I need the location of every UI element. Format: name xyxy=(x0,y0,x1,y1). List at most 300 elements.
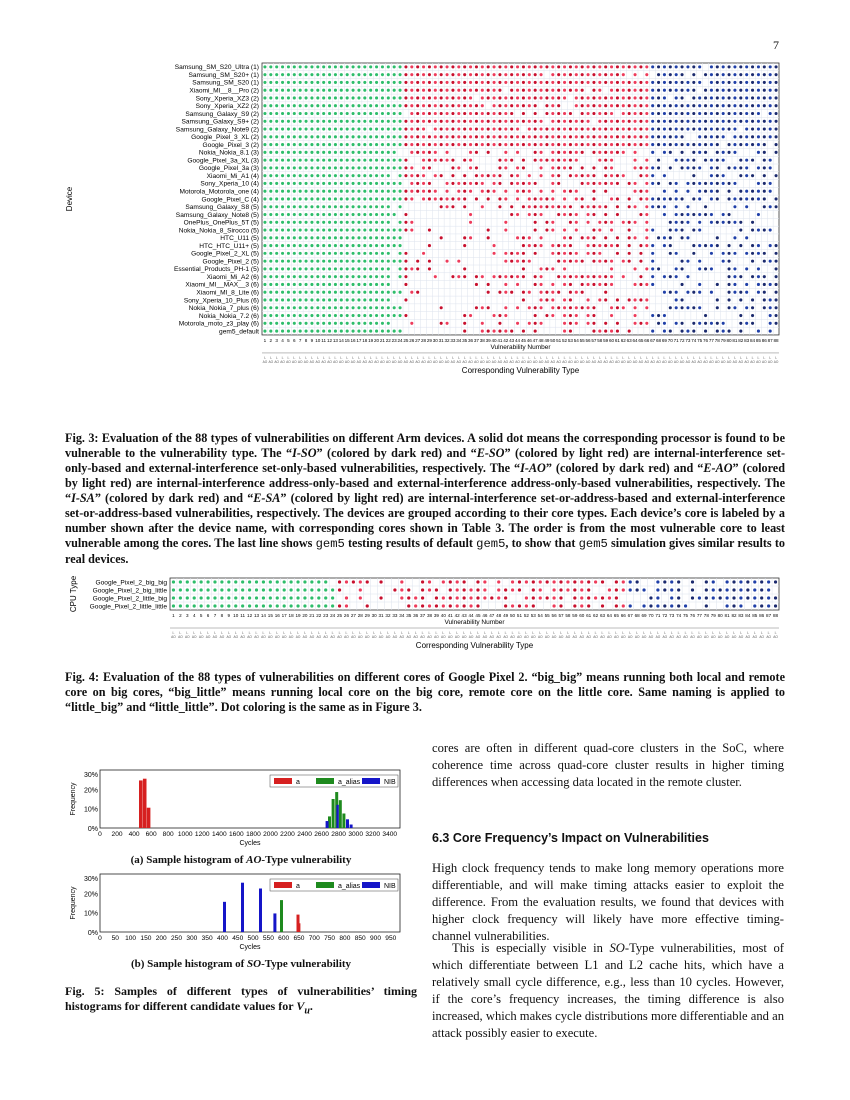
vulnerability-dot xyxy=(275,267,278,270)
type-tick: I- xyxy=(712,631,715,635)
vulnerability-dot xyxy=(293,252,296,255)
figure-3-caption xyxy=(65,431,785,567)
vulnerability-dot xyxy=(710,89,713,92)
vulnerability-dot xyxy=(446,104,449,107)
type-tick: AO xyxy=(191,635,197,639)
vulnerability-dot xyxy=(369,244,372,247)
vulnerability-dot xyxy=(281,120,284,123)
vulnerability-number-tick: 44 xyxy=(468,613,474,618)
vulnerability-dot xyxy=(434,120,437,123)
vulnerability-dot xyxy=(745,283,748,286)
vulnerability-dot xyxy=(440,96,443,99)
type-tick: I- xyxy=(532,631,535,635)
vulnerability-dot xyxy=(346,322,349,325)
x-tick: 2800 xyxy=(331,831,346,838)
vulnerability-dot xyxy=(305,306,308,309)
vulnerability-dot xyxy=(557,306,560,309)
vulnerability-dot xyxy=(566,588,569,591)
hist-bar xyxy=(273,913,276,932)
vulnerability-dot xyxy=(681,89,684,92)
vulnerability-dot xyxy=(751,81,754,84)
vulnerability-dot xyxy=(359,588,362,591)
vulnerability-dot xyxy=(399,306,402,309)
vulnerability-dot xyxy=(328,229,331,232)
type-tick: I- xyxy=(241,631,244,635)
type-tick: I- xyxy=(751,355,754,360)
vulnerability-dot xyxy=(675,298,678,301)
vulnerability-dot xyxy=(639,127,642,130)
vulnerability-dot xyxy=(269,604,272,607)
vulnerability-dot xyxy=(540,120,543,123)
vulnerability-dot xyxy=(346,151,349,154)
vulnerability-dot xyxy=(363,135,366,138)
vulnerability-dot xyxy=(357,73,360,76)
vulnerability-dot xyxy=(669,330,672,333)
vulnerability-number-tick: 76 xyxy=(689,613,696,618)
vulnerability-dot xyxy=(716,96,719,99)
vulnerability-dot xyxy=(299,252,302,255)
vulnerability-dot xyxy=(716,166,719,169)
vulnerability-dot xyxy=(305,159,308,162)
vulnerability-dot xyxy=(716,306,719,309)
type-tick: AO xyxy=(656,359,661,364)
vulnerability-dot xyxy=(622,588,625,591)
vulnerability-dot xyxy=(634,298,637,301)
vulnerability-dot xyxy=(352,65,355,68)
vulnerability-dot xyxy=(340,291,343,294)
vulnerability-dot xyxy=(563,229,566,232)
type-tick: I- xyxy=(352,631,355,635)
vulnerability-dot xyxy=(263,283,266,286)
vulnerability-dot xyxy=(316,221,319,224)
vulnerability-dot xyxy=(569,252,572,255)
vulnerability-dot xyxy=(275,283,278,286)
vulnerability-dot xyxy=(651,166,654,169)
vulnerability-dot xyxy=(310,298,313,301)
vulnerability-dot xyxy=(716,236,719,239)
vulnerability-dot xyxy=(504,596,507,599)
vulnerability-dot xyxy=(422,143,425,146)
vulnerability-dot xyxy=(769,159,772,162)
vulnerability-dot xyxy=(775,314,778,317)
vulnerability-dot xyxy=(299,127,302,130)
vulnerability-dot xyxy=(334,322,337,325)
vulnerability-dot xyxy=(186,604,189,607)
vulnerability-dot xyxy=(200,580,203,583)
vulnerability-dot xyxy=(299,283,302,286)
vulnerability-dot xyxy=(193,588,196,591)
vulnerability-dot xyxy=(299,104,302,107)
vulnerability-dot xyxy=(575,120,578,123)
figure-5a-caption xyxy=(65,854,417,866)
vulnerability-dot xyxy=(669,166,672,169)
type-tick: AO xyxy=(374,359,379,364)
vulnerability-dot xyxy=(716,221,719,224)
vulnerability-dot xyxy=(769,65,772,68)
vulnerability-dot xyxy=(587,314,590,317)
vulnerability-dot xyxy=(733,166,736,169)
vulnerability-dot xyxy=(516,260,519,263)
vulnerability-dot xyxy=(528,260,531,263)
vulnerability-dot xyxy=(733,221,736,224)
vulnerability-dot xyxy=(634,166,637,169)
vulnerability-dot xyxy=(469,104,472,107)
vulnerability-dot xyxy=(416,73,419,76)
vulnerability-dot xyxy=(722,322,725,325)
vulnerability-dot xyxy=(704,104,707,107)
vulnerability-dot xyxy=(357,330,360,333)
vulnerability-dot xyxy=(539,580,542,583)
vulnerability-dot xyxy=(775,81,778,84)
vulnerability-dot xyxy=(299,221,302,224)
vulnerability-dot xyxy=(375,104,378,107)
vulnerability-dot xyxy=(193,604,196,607)
vulnerability-dot xyxy=(463,89,466,92)
vulnerability-dot xyxy=(316,96,319,99)
vulnerability-dot xyxy=(757,112,760,115)
vulnerability-dot xyxy=(393,213,396,216)
vulnerability-dot xyxy=(399,182,402,185)
vulnerability-dot xyxy=(616,151,619,154)
vulnerability-dot xyxy=(563,306,566,309)
vulnerability-dot xyxy=(416,89,419,92)
vulnerability-dot xyxy=(656,604,659,607)
vulnerability-dot xyxy=(275,127,278,130)
type-tick: I- xyxy=(675,355,678,360)
vulnerability-dot xyxy=(645,166,648,169)
vulnerability-dot xyxy=(434,89,437,92)
vulnerability-dot xyxy=(522,96,525,99)
vulnerability-dot xyxy=(404,213,407,216)
vulnerability-dot xyxy=(522,252,525,255)
vulnerability-dot xyxy=(763,73,766,76)
type-tick: AO xyxy=(744,359,749,364)
type-tick: AO xyxy=(497,359,503,364)
vulnerability-dot xyxy=(404,252,407,255)
vulnerability-dot xyxy=(775,298,778,301)
vulnerability-dot xyxy=(375,135,378,138)
vulnerability-dot xyxy=(457,197,460,200)
vulnerability-dot xyxy=(338,580,341,583)
vulnerability-dot xyxy=(281,197,284,200)
type-tick: AO xyxy=(644,359,650,364)
vulnerability-dot xyxy=(760,580,763,583)
vulnerability-dot xyxy=(732,596,735,599)
vulnerability-number-tick: 24 xyxy=(397,337,403,343)
vulnerability-dot xyxy=(334,151,337,154)
type-tick: AO xyxy=(650,359,655,364)
vulnerability-dot xyxy=(763,229,766,232)
x-tick: 600 xyxy=(145,831,157,838)
vulnerability-dot xyxy=(234,604,237,607)
vulnerability-dot xyxy=(381,291,384,294)
type-tick: AO xyxy=(641,635,647,639)
vulnerability-dot xyxy=(645,236,648,239)
row-label: Google_Pixel_2_little_little xyxy=(89,603,167,611)
vulnerability-number-tick: 61 xyxy=(586,613,592,618)
vulnerability-dot xyxy=(310,252,313,255)
vulnerability-dot xyxy=(369,166,372,169)
vulnerability-number-tick: 86 xyxy=(759,613,765,618)
vulnerability-dot xyxy=(269,65,272,68)
vulnerability-dot xyxy=(363,112,366,115)
type-tick: I- xyxy=(172,631,175,635)
vulnerability-dot xyxy=(428,159,431,162)
type-tick: I- xyxy=(449,631,452,635)
vulnerability-dot xyxy=(475,182,478,185)
vulnerability-dot xyxy=(400,596,403,599)
type-tick: I- xyxy=(573,631,576,635)
vulnerability-dot xyxy=(739,143,742,146)
vulnerability-dot xyxy=(522,205,525,208)
vulnerability-dot xyxy=(322,291,325,294)
vulnerability-dot xyxy=(651,314,654,317)
vulnerability-dot xyxy=(281,127,284,130)
vulnerability-dot xyxy=(328,159,331,162)
vulnerability-dot xyxy=(375,127,378,130)
x-tick: 300 xyxy=(186,935,198,942)
vulnerability-dot xyxy=(551,159,554,162)
type-tick: AO xyxy=(756,359,761,364)
vulnerability-dot xyxy=(522,291,525,294)
vulnerability-dot xyxy=(551,151,554,154)
vulnerability-dot xyxy=(692,112,695,115)
type-tick: AO xyxy=(302,635,308,639)
vulnerability-dot xyxy=(369,143,372,146)
vulnerability-dot xyxy=(598,73,601,76)
type-tick: I- xyxy=(497,631,500,635)
vulnerability-dot xyxy=(739,190,742,193)
vulnerability-dot xyxy=(263,65,266,68)
vulnerability-dot xyxy=(293,104,296,107)
vulnerability-dot xyxy=(487,151,490,154)
vulnerability-dot xyxy=(575,135,578,138)
vulnerability-dot xyxy=(739,159,742,162)
vulnerability-dot xyxy=(248,596,251,599)
vulnerability-dot xyxy=(769,298,772,301)
vulnerability-dot xyxy=(457,81,460,84)
vulnerability-dot xyxy=(534,197,537,200)
vulnerability-dot xyxy=(481,275,484,278)
type-tick: AO xyxy=(697,359,702,364)
vulnerability-dot xyxy=(387,244,390,247)
vulnerability-dot xyxy=(363,96,366,99)
fig5a-caption-term: AO xyxy=(246,854,262,866)
vulnerability-dot xyxy=(522,244,525,247)
vulnerability-dot xyxy=(404,174,407,177)
vulnerability-number-tick: 49 xyxy=(503,613,509,618)
vulnerability-dot xyxy=(518,604,521,607)
vulnerability-dot xyxy=(604,330,607,333)
vulnerability-dot xyxy=(559,604,562,607)
vulnerability-dot xyxy=(516,306,519,309)
vulnerability-dot xyxy=(393,65,396,68)
type-tick: AO xyxy=(773,635,778,639)
vulnerability-dot xyxy=(269,166,272,169)
vulnerability-number-tick: 7 xyxy=(298,337,302,343)
vulnerability-dot xyxy=(698,267,701,270)
vulnerability-dot xyxy=(262,580,265,583)
vulnerability-dot xyxy=(592,229,595,232)
vulnerability-dot xyxy=(381,166,384,169)
type-tick: I- xyxy=(317,631,320,635)
vulnerability-dot xyxy=(551,298,554,301)
vulnerability-dot xyxy=(604,260,607,263)
vulnerability-dot xyxy=(316,229,319,232)
vulnerability-dot xyxy=(310,221,313,224)
x-tick: 200 xyxy=(155,935,167,942)
vulnerability-dot xyxy=(704,314,707,317)
vulnerability-dot xyxy=(504,190,507,193)
vulnerability-dot xyxy=(352,120,355,123)
x-tick: 2000 xyxy=(263,831,278,838)
vulnerability-dot xyxy=(345,580,348,583)
vulnerability-dot xyxy=(172,596,175,599)
vulnerability-dot xyxy=(463,73,466,76)
vulnerability-dot xyxy=(299,275,302,278)
vulnerability-dot xyxy=(416,104,419,107)
vulnerability-dot xyxy=(587,213,590,216)
vulnerability-dot xyxy=(475,112,478,115)
figure-4-caption: Fig. 4: Evaluation of the 88 types of vulnerabilities on different cores of Google Pixel 2. “big_big” means running both local and remote core on big cores, “big_little” means running local core on the big core, remote core on the little core. Same naming is applied to “little_big” and “little_little”. Dot coloring is the same as in Figure 3. xyxy=(65,670,785,714)
type-tick: AO xyxy=(556,359,561,364)
vulnerability-dot xyxy=(469,120,472,123)
row-label: Google_Pixel_2 (5) xyxy=(202,258,259,266)
vulnerability-dot xyxy=(563,135,566,138)
vulnerability-dot xyxy=(681,166,684,169)
vulnerability-dot xyxy=(686,166,689,169)
vulnerability-dot xyxy=(698,213,701,216)
vulnerability-dot xyxy=(352,190,355,193)
vulnerability-dot xyxy=(352,135,355,138)
vulnerability-dot xyxy=(639,135,642,138)
vulnerability-dot xyxy=(381,104,384,107)
vulnerability-dot xyxy=(299,197,302,200)
vulnerability-dot xyxy=(352,298,355,301)
vulnerability-dot xyxy=(322,159,325,162)
vulnerability-dot xyxy=(719,588,722,591)
vulnerability-dot xyxy=(540,205,543,208)
vulnerability-dot xyxy=(487,73,490,76)
vulnerability-dot xyxy=(610,127,613,130)
fig3-caption-text: Fig. 3: Evaluation of the 88 types of vulnerabilities on different Arm devices. A solid dot means the corresponding processor is found to be vulnerable to the vulnerability type. The “ xyxy=(65,431,785,460)
vulnerability-dot xyxy=(275,174,278,177)
vulnerability-number-tick: 59 xyxy=(603,337,609,343)
legend-label: a xyxy=(296,883,300,890)
vulnerability-dot xyxy=(534,205,537,208)
vulnerability-dot xyxy=(651,182,654,185)
vulnerability-number-tick: 49 xyxy=(544,337,550,343)
vulnerability-dot xyxy=(317,604,320,607)
vulnerability-dot xyxy=(557,135,560,138)
vulnerability-dot xyxy=(681,229,684,232)
vulnerability-dot xyxy=(575,174,578,177)
vulnerability-dot xyxy=(575,104,578,107)
type-tick: I- xyxy=(628,355,631,360)
vulnerability-dot xyxy=(375,314,378,317)
vulnerability-dot xyxy=(404,81,407,84)
vulnerability-dot xyxy=(381,275,384,278)
vulnerability-dot xyxy=(381,143,384,146)
vulnerability-dot xyxy=(663,89,666,92)
vulnerability-dot xyxy=(287,151,290,154)
vulnerability-number-tick: 85 xyxy=(752,613,758,618)
vulnerability-dot xyxy=(363,330,366,333)
vulnerability-dot xyxy=(604,244,607,247)
x-tick: 1800 xyxy=(246,831,261,838)
vulnerability-dot xyxy=(704,244,707,247)
vulnerability-dot xyxy=(375,96,378,99)
vulnerability-dot xyxy=(675,81,678,84)
vulnerability-dot xyxy=(516,96,519,99)
vulnerability-dot xyxy=(710,120,713,123)
vulnerability-dot xyxy=(363,174,366,177)
vulnerability-dot xyxy=(634,236,637,239)
vulnerability-dot xyxy=(616,65,619,68)
vulnerability-number-tick: 21 xyxy=(309,613,315,618)
vulnerability-dot xyxy=(328,73,331,76)
type-tick: I- xyxy=(649,631,652,635)
vulnerability-dot xyxy=(281,244,284,247)
vulnerability-dot xyxy=(681,120,684,123)
vulnerability-dot xyxy=(728,104,731,107)
vulnerability-dot xyxy=(428,112,431,115)
vulnerability-dot xyxy=(352,104,355,107)
vulnerability-dot xyxy=(575,151,578,154)
vulnerability-dot xyxy=(622,135,625,138)
vulnerability-dot xyxy=(357,120,360,123)
type-tick: AO xyxy=(517,635,522,639)
type-tick: AO xyxy=(456,359,462,364)
vulnerability-dot xyxy=(340,89,343,92)
x-tick: 200 xyxy=(111,831,123,838)
vulnerability-dot xyxy=(610,244,613,247)
vulnerability-dot xyxy=(387,151,390,154)
x-tick: 2400 xyxy=(297,831,312,838)
row-label: Xiaomi_MI__MAX__3 (6) xyxy=(185,281,259,289)
hist-bar xyxy=(259,889,262,933)
vulnerability-dot xyxy=(763,260,766,263)
vulnerability-dot xyxy=(357,267,360,270)
type-tick: AO xyxy=(568,359,573,364)
vulnerability-dot xyxy=(763,283,766,286)
vulnerability-dot xyxy=(645,73,648,76)
vulnerability-dot xyxy=(634,322,637,325)
vulnerability-dot xyxy=(775,65,778,68)
type-tick: AO xyxy=(593,635,598,639)
vulnerability-dot xyxy=(481,174,484,177)
vulnerability-dot xyxy=(504,96,507,99)
vulnerability-dot xyxy=(305,190,308,193)
vulnerability-dot xyxy=(241,604,244,607)
vulnerability-dot xyxy=(475,197,478,200)
vulnerability-dot xyxy=(698,143,701,146)
fig3-caption-code: gem5 xyxy=(315,537,345,551)
type-tick: AO xyxy=(247,635,252,639)
type-tick: I- xyxy=(373,631,376,635)
vulnerability-dot xyxy=(449,596,452,599)
vulnerability-dot xyxy=(497,588,500,591)
vulnerability-dot xyxy=(716,120,719,123)
vulnerability-dot xyxy=(728,73,731,76)
type-tick: AO xyxy=(579,359,585,364)
vulnerability-dot xyxy=(281,190,284,193)
vulnerability-dot xyxy=(287,96,290,99)
vulnerability-dot xyxy=(410,73,413,76)
vulnerability-number-tick: 10 xyxy=(233,613,239,618)
vulnerability-dot xyxy=(511,604,514,607)
vulnerability-dot xyxy=(775,260,778,263)
